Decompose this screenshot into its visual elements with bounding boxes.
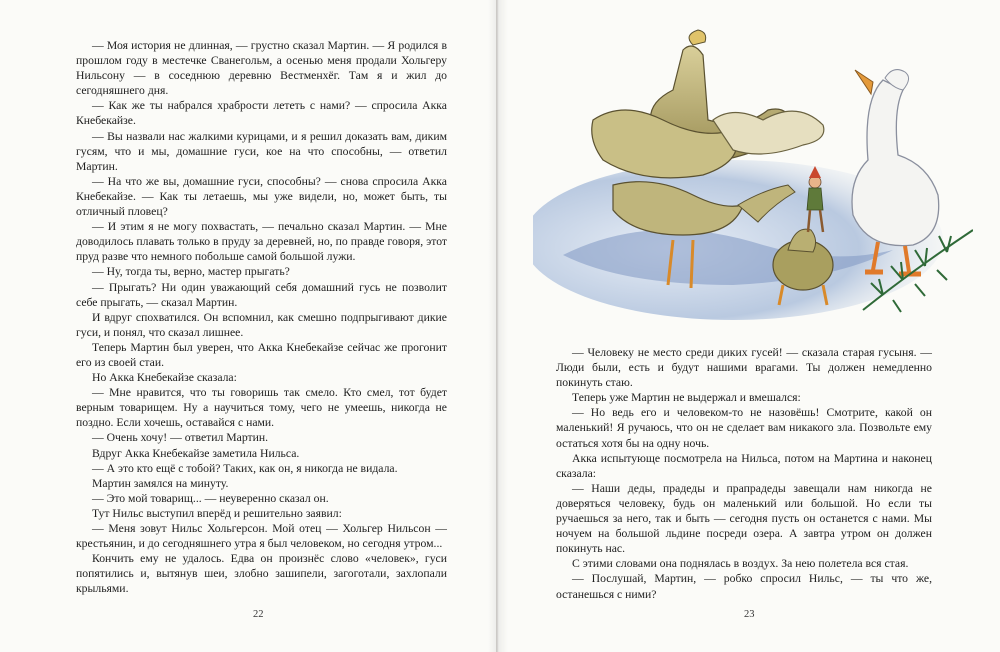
paragraph: И вдруг спохватился. Он вспомнил, как смешно подпрыгивают дикие гуси, и понял, что сказал лишнее. <box>76 310 447 339</box>
paragraph: — Мне нравится, что ты говоришь так смело. Кто смел, тот будет верным товарищем. Ну а научиться тому, чего не умеешь, никогда не поздно. Если хочешь, оставайся с нами. <box>76 386 447 430</box>
paragraph: Теперь Мартин был уверен, что Акка Кнебекайзе сейчас же прогонит его из своей стаи. <box>76 340 447 369</box>
paragraph: — И этим я не могу похвастать, — печально сказал Мартин. — Мне доводилось плавать только в пруду за деревней, но, по правде говоря, этот пруд разве что немного побольше самой большой лужи. <box>76 220 447 264</box>
paragraph: — Наши деды, прадеды и прапрадеды завещали нам никогда не доверяться человеку, будь он маленький или большой. Но если ты ручаешься за него, так и быть — сегодня пусть он останется с нами. Мы ночуем на большой льдине посреди озера. А завтра утром он должен покинуть нас. <box>556 481 932 556</box>
paragraph: — Очень хочу! — ответил Мартин. <box>92 431 269 445</box>
left-page <box>0 0 497 652</box>
paragraph: Тут Нильс выступил вперёд и решительно заявил: <box>92 506 342 520</box>
page-number-left: 22 <box>253 609 264 620</box>
paragraph: — Моя история не длинная, — грустно сказал Мартин. — Я родился в прошлом году в местечке Сванегольм, а осенью меня продали Хольгеру Нильсону — в соседнюю деревню Вестменхёг. Там я и жил до сегодняшнего дня. <box>76 39 447 98</box>
paragraph: Акка испытующе посмотрела на Нильса, потом на Мартина и наконец сказала: <box>556 451 932 480</box>
page-number-right: 23 <box>744 609 755 620</box>
paragraph: — А это кто ещё с тобой? Таких, как он, я никогда не видала. <box>92 461 398 475</box>
book-gutter <box>488 0 508 652</box>
right-page <box>498 0 1000 652</box>
paragraph: — Вы назвали нас жалкими курицами, и я решил доказать вам, диким гусям, что и мы, домашние гуси, кое на что способны, — ответил Мартин. <box>76 129 447 173</box>
paragraph: Мартин замялся на минуту. <box>92 476 229 490</box>
paragraph: — На что же вы, домашние гуси, способны? — снова спросила Акка Кнебекайзе. — Как ты летаешь, мы уже видели, но, может быть, ты отличный пловец? <box>76 174 447 219</box>
right-text-column <box>556 345 932 602</box>
left-text-column <box>76 38 447 596</box>
paragraph: С этими словами она поднялась в воздух. За нею полетела вся стая. <box>572 557 909 571</box>
paragraph: — Послушай, Мартин, — робко спросил Нильс, — ты что же, останешься с ними? <box>556 572 932 601</box>
paragraph: Но Акка Кнебекайзе сказала: <box>92 371 237 385</box>
geese-illustration <box>533 10 973 320</box>
paragraph: Теперь уже Мартин не выдержал и вмешался: <box>572 391 801 405</box>
paragraph: — Но ведь его и человеком-то не назовёшь! Смотрите, какой он маленький! Я ручаюсь, что он не сделает вам никакого зла. Позвольте ему остаться хотя бы на одну ночь. <box>556 406 932 450</box>
paragraph: Вдруг Акка Кнебекайзе заметила Нильса. <box>92 446 300 460</box>
paragraph: Кончить ему не удалось. Едва он произнёс слово «человек», гуси попятились и, вытянув шеи, злобно зашипели, загоготали, захлопали крыльями. <box>76 552 447 596</box>
paragraph: — Ну, тогда ты, верно, мастер прыгать? <box>92 265 290 279</box>
paragraph: — Как же ты набрался храбрости лететь с нами? — спросила Акка Кнебекайзе. <box>76 99 447 128</box>
paragraph: — Это мой товарищ... — неуверенно сказал он. <box>92 491 329 505</box>
paragraph: — Человеку не место среди диких гусей! — сказала старая гусыня. — Люди были, есть и будут нашими врагами. Ты должен немедленно покинуть стаю. <box>556 346 932 390</box>
paragraph: — Прыгать? Ни один уважающий себя домашний гусь не позволит себе прыгать, — сказал Мартин. <box>76 280 447 309</box>
paragraph: — Меня зовут Нильс Хольгерсон. Мой отец — Хольгер Нильсон — крестьянин, и до сегодняшнего утра я был человеком, но сегодня утром... <box>76 522 447 551</box>
